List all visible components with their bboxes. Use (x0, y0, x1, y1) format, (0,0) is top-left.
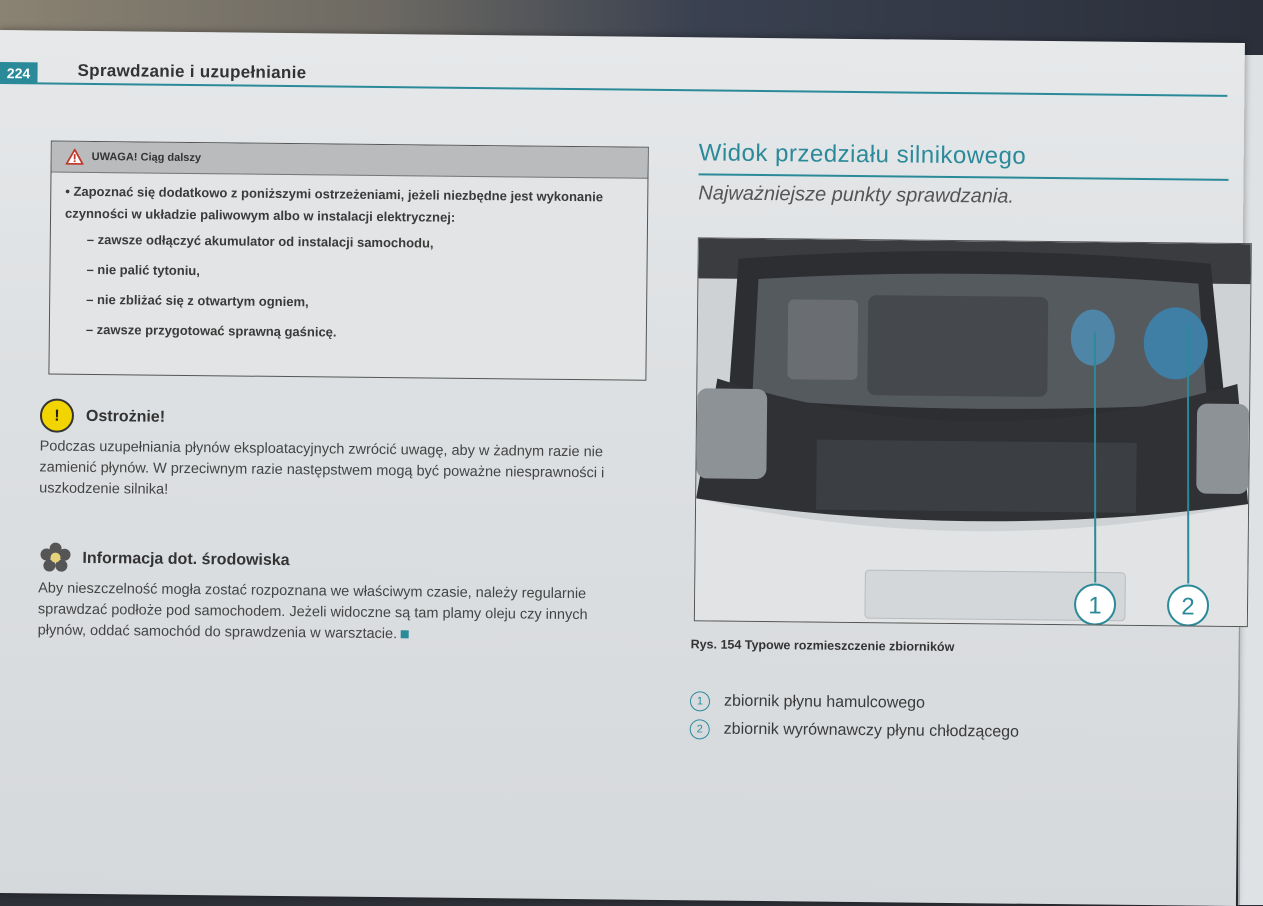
warning-item: – zawsze przygotować sprawną gaśnicę. (85, 321, 337, 340)
figure-legend (690, 687, 1020, 746)
caution-section (39, 398, 640, 505)
engine-bay-illustration (695, 238, 1251, 626)
section-rule (699, 173, 1229, 180)
caution-icon: ! (40, 398, 74, 432)
running-header: Sprawdzanie i uzupełnianie (77, 60, 307, 83)
bullet-icon: • (65, 183, 74, 199)
number-circle-icon: 2 (690, 719, 710, 739)
warning-item: – nie zbliżać się z otwartym ogniem, (86, 291, 309, 310)
end-mark-icon (401, 630, 409, 638)
warning-item: – zawsze odłączyć akumulator od instalacji samochodu, (86, 231, 434, 251)
warning-title: UWAGA! Ciąg dalszy (91, 150, 202, 165)
caution-title: Ostrożnie! (85, 407, 166, 426)
callout-1: 1 (1088, 592, 1102, 620)
warning-item: – nie palić tytoniu, (86, 261, 200, 279)
environment-text: Aby nieszczelność mogła zostać rozpoznana we właściwym czasie, należy regularnie sprawdzać podłoże pod samochodem. Jeżeli widoczne są tam plamy oleju czy innych płynów, oddać samochód do sprawdzenia w warsztacie. (37, 580, 588, 643)
callout-2: 2 (1181, 593, 1195, 621)
warning-intro: • Zapoznać się dodatkowo z poniższymi ostrzeżeniami, jeżeli niezbędne jest wykonanie czynności w układzie paliwowym albo w instalacji elektrycznej: (65, 183, 604, 225)
engine-bay-photo (694, 237, 1252, 627)
environment-title: Informacja dot. środowiska (82, 549, 290, 569)
legend-item: 1 zbiornik płynu hamulcowego (690, 687, 1020, 718)
flower-icon (38, 540, 72, 574)
section-title: Widok przedziału silnikowego (698, 139, 1027, 170)
manual-page (0, 30, 1245, 906)
warning-triangle-icon (66, 149, 84, 165)
header-rule (37, 82, 1227, 96)
warning-box (48, 141, 648, 381)
number-circle-icon: 1 (690, 691, 710, 711)
section-subtitle: Najważniejsze punkty sprawdzania. (698, 182, 1015, 208)
caution-text: Podczas uzupełniania płynów eksploatacyjnych zwrócić uwagę, aby w żadnym razie nie zamienić płynów. W przeciwnym razie następstwem mogą być poważne niesprawności i uszkodzenie silnika! (39, 438, 605, 498)
environment-section (38, 540, 639, 647)
figure-caption: Rys. 154 Typowe rozmieszczenie zbiorników (690, 637, 955, 655)
legend-item: 2 zbiornik wyrównawczy płynu chłodzącego (690, 715, 1020, 746)
page-number: 224 (0, 62, 38, 84)
